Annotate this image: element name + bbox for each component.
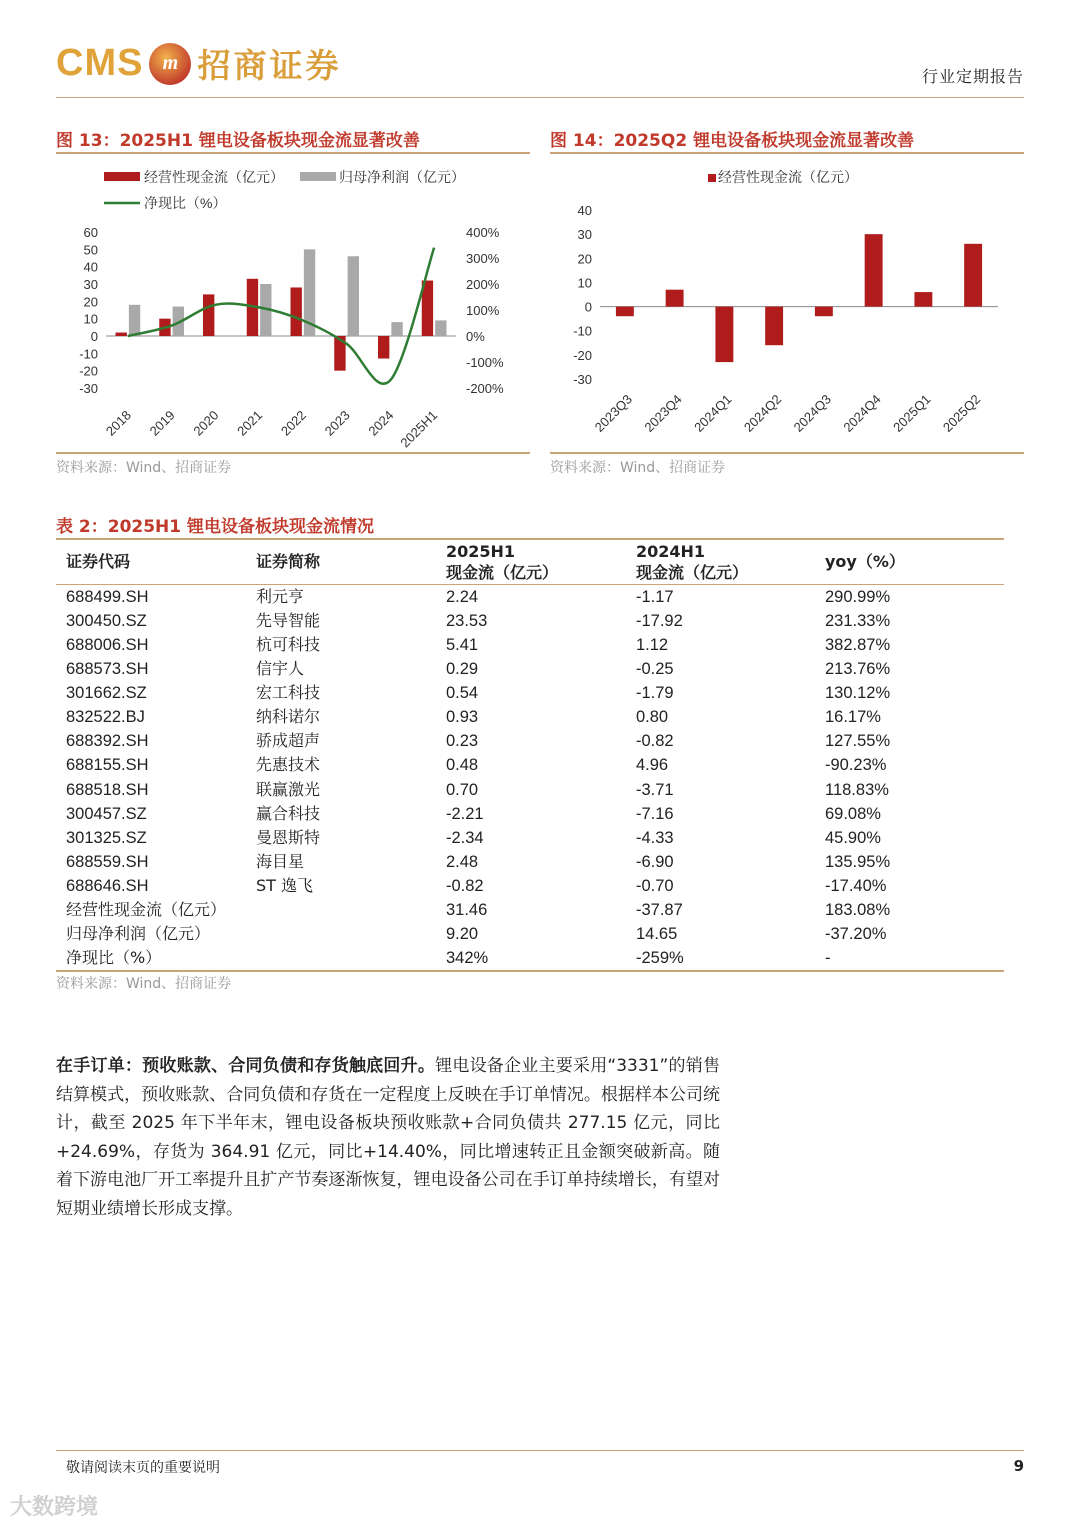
bar-net-profit bbox=[348, 256, 359, 336]
x-tick-label: 2025Q2 bbox=[939, 391, 984, 435]
table-row bbox=[56, 874, 1004, 898]
x-tick-label: 2024 bbox=[365, 407, 397, 439]
logo-latin: CMS bbox=[56, 42, 144, 84]
y-tick-left: -10 bbox=[79, 346, 98, 362]
legend-swatch-operating-cashflow bbox=[104, 172, 140, 181]
cell-2024h1: -1.79 bbox=[636, 683, 674, 702]
cell-code: 301325.SZ bbox=[66, 828, 147, 847]
figure13-source: 资料来源：Wind、招商证券 bbox=[56, 460, 232, 476]
bar-net-profit bbox=[435, 320, 446, 336]
y-tick-right: -200% bbox=[466, 381, 504, 396]
cell-2024h1: 4.96 bbox=[636, 756, 669, 775]
cell-2024h1: -4.33 bbox=[636, 828, 674, 847]
y-tick-right: 100% bbox=[466, 303, 500, 318]
cell-name: 纳科诺尔 bbox=[256, 707, 321, 727]
x-tick-label: 2021 bbox=[234, 407, 266, 439]
y-tick: 10 bbox=[577, 275, 592, 291]
page-footer bbox=[56, 1450, 1024, 1480]
y-tick-right: 200% bbox=[466, 277, 500, 292]
cell-2024h1: -259% bbox=[636, 949, 684, 968]
table-row bbox=[56, 681, 1004, 705]
logo-chinese: 招商证券 bbox=[197, 46, 342, 85]
y-tick-left: -30 bbox=[79, 381, 98, 396]
y-tick-right: 400% bbox=[466, 225, 500, 240]
cell-2025h1: 0.23 bbox=[446, 732, 479, 751]
x-tick-label: 2025H1 bbox=[397, 407, 441, 451]
summary-row bbox=[56, 946, 1004, 971]
legend-swatch-net-profit bbox=[300, 172, 336, 181]
cell-code: 688646.SH bbox=[66, 877, 149, 896]
cell-name: 先惠技术 bbox=[256, 755, 321, 775]
y-tick-left: 0 bbox=[90, 329, 98, 344]
y-tick: -30 bbox=[573, 372, 592, 387]
bar-net-profit bbox=[391, 322, 402, 336]
y-tick-left: 40 bbox=[83, 259, 98, 275]
logo-mark-icon: m bbox=[149, 43, 191, 85]
x-tick-label: 2024Q4 bbox=[840, 391, 884, 435]
cell-code: 832522.BJ bbox=[66, 708, 145, 727]
figure14-title: 图 14：2025Q2 锂电设备板块现金流显著改善 bbox=[550, 126, 1024, 154]
cell-name: 利元亨 bbox=[256, 586, 305, 606]
cell-name: 联赢激光 bbox=[256, 779, 321, 799]
cell-name: 海目星 bbox=[256, 851, 305, 871]
y-tick: 20 bbox=[577, 251, 592, 267]
legend-label-cash-ratio: 净现比（%） bbox=[144, 195, 227, 211]
x-tick-label: 2019 bbox=[146, 407, 178, 439]
cell-code: 688573.SH bbox=[66, 659, 149, 678]
cell-name: 先导智能 bbox=[256, 610, 321, 630]
cell-code: 300457.SZ bbox=[66, 804, 147, 823]
x-tick-label: 2020 bbox=[190, 407, 222, 439]
table2-title: 表 2：2025H1 锂电设备板块现金流情况 bbox=[56, 512, 1004, 540]
cell-2025h1: 5.41 bbox=[446, 635, 479, 654]
cell-yoy: - bbox=[825, 949, 831, 968]
table-row bbox=[56, 657, 1004, 681]
cell-yoy: 135.95% bbox=[825, 852, 891, 871]
cell-yoy: -90.23% bbox=[825, 756, 887, 775]
y-tick: 0 bbox=[584, 299, 592, 315]
cell-code: 688518.SH bbox=[66, 780, 149, 799]
cell-yoy: -37.20% bbox=[825, 925, 887, 944]
cell-yoy: 231.33% bbox=[825, 611, 891, 630]
cell-code: 688559.SH bbox=[66, 852, 149, 871]
cell-yoy: -17.40% bbox=[825, 877, 887, 896]
cell-yoy: 69.08% bbox=[825, 804, 881, 823]
table-row bbox=[56, 633, 1004, 657]
cell-code: 301662.SZ bbox=[66, 683, 147, 702]
table-row bbox=[56, 584, 1004, 609]
cell-2025h1: 342% bbox=[446, 949, 489, 968]
y-tick-right: -100% bbox=[466, 355, 504, 370]
cell-2025h1: 31.46 bbox=[446, 901, 488, 920]
table-row bbox=[56, 729, 1004, 753]
cell-2025h1: -2.21 bbox=[446, 804, 484, 823]
bar-operating-cashflow bbox=[765, 307, 783, 346]
cell-code: 688006.SH bbox=[66, 635, 149, 654]
cell-2024h1: -0.70 bbox=[636, 877, 674, 896]
cell-code: 688499.SH bbox=[66, 587, 149, 606]
cell-yoy: 382.87% bbox=[825, 635, 891, 654]
cell-name: 杭可科技 bbox=[256, 634, 321, 654]
x-tick-label: 2025Q1 bbox=[890, 391, 934, 435]
header-2024h1-unit: 现金流（亿元） bbox=[636, 562, 749, 582]
legend-label-operating-cashflow: 经营性现金流（亿元） bbox=[144, 169, 284, 185]
y-tick: 30 bbox=[577, 227, 592, 243]
cell-2025h1: 0.48 bbox=[446, 756, 479, 775]
cell-name: ST 逸飞 bbox=[256, 876, 314, 896]
x-tick-label: 2022 bbox=[277, 407, 309, 439]
figure14-chart bbox=[550, 154, 1024, 452]
y-tick-left: 10 bbox=[83, 311, 98, 327]
cell-name: 曼恩斯特 bbox=[256, 827, 321, 847]
report-type: 行业定期报告 bbox=[921, 67, 1024, 86]
table2-source: 资料来源：Wind、招商证券 bbox=[56, 976, 232, 992]
header-2025h1 bbox=[436, 540, 626, 584]
table-row bbox=[56, 802, 1004, 826]
cell-2024h1: 0.80 bbox=[636, 708, 669, 727]
cell-yoy: 130.12% bbox=[825, 683, 891, 702]
paragraph-text: 锂电设备企业主要采用“3331”的销售结算模式，预收账款、合同负债和存货在一定程度上反映在手订单情况。根据样本公司统计，截至 2025 年下半年末，锂电设备板块预收账款+合同负债共 277.15 亿元，同比+24.69%，存货为 364.91 亿元，同比+14.40%，同比增速转正且金额突破新高。随着下游电池厂开工率提升且扩产节奏逐渐恢复，锂电设备公司在手订单持续增长，有望对短期业绩增长形成支撑。 bbox=[56, 1056, 720, 1219]
cell-2025h1: 2.48 bbox=[446, 852, 479, 871]
y-tick-left: 50 bbox=[83, 242, 98, 258]
bar-operating-cashflow bbox=[203, 294, 214, 336]
cell-yoy: 290.99% bbox=[825, 587, 891, 606]
x-tick-label: 2023Q3 bbox=[591, 391, 635, 435]
cell-yoy: 183.08% bbox=[825, 901, 891, 920]
bar-operating-cashflow bbox=[116, 333, 127, 336]
cashflow-table bbox=[56, 540, 1004, 972]
table-row bbox=[56, 753, 1004, 777]
cell-yoy: 16.17% bbox=[825, 708, 881, 727]
table-header-row bbox=[56, 540, 1004, 584]
bar-operating-cashflow bbox=[815, 307, 833, 317]
cell-yoy: 127.55% bbox=[825, 732, 891, 751]
cell-2024h1: -6.90 bbox=[636, 852, 674, 871]
table-row bbox=[56, 609, 1004, 633]
x-tick-label: 2024Q1 bbox=[691, 391, 735, 435]
cell-2024h1: -0.25 bbox=[636, 659, 674, 678]
figure13-chart bbox=[56, 154, 530, 452]
cell-code: 300450.SZ bbox=[66, 611, 147, 630]
cell-name: 骄成超声 bbox=[256, 731, 321, 751]
cell-2025h1: 0.29 bbox=[446, 659, 479, 678]
cell-2025h1: 23.53 bbox=[446, 611, 488, 630]
table-row bbox=[56, 850, 1004, 874]
bar-operating-cashflow bbox=[291, 287, 302, 336]
y-tick: -20 bbox=[573, 347, 592, 363]
header-2025h1-unit: 现金流（亿元） bbox=[446, 562, 559, 582]
page-number: 9 bbox=[1013, 1457, 1024, 1475]
cell-name: 赢合科技 bbox=[256, 803, 321, 823]
cell-2024h1: -1.17 bbox=[636, 587, 674, 606]
table-row bbox=[56, 777, 1004, 801]
header-code: 证券代码 bbox=[56, 540, 246, 584]
legend-swatch-operating-cashflow bbox=[708, 174, 716, 182]
x-tick-label: 2023 bbox=[321, 407, 353, 439]
cell-2024h1: 1.12 bbox=[636, 635, 669, 654]
cell-2025h1: -0.82 bbox=[446, 877, 484, 896]
bar-net-profit bbox=[129, 305, 140, 336]
x-tick-label: 2024Q3 bbox=[790, 391, 834, 435]
watermark: 大数跨境 bbox=[10, 1495, 99, 1520]
cell-2024h1: -17.92 bbox=[636, 611, 683, 630]
bar-operating-cashflow bbox=[616, 307, 634, 317]
y-tick-right: 0% bbox=[466, 329, 485, 344]
cell-2025h1: 0.70 bbox=[446, 780, 479, 799]
cell-2025h1: 9.20 bbox=[446, 925, 479, 944]
cell-name: 宏工科技 bbox=[256, 682, 321, 702]
table-row bbox=[56, 826, 1004, 850]
y-tick-left: 20 bbox=[83, 294, 98, 310]
x-tick-label: 2024Q2 bbox=[740, 391, 785, 435]
paragraph-lead: 在手订单：预收账款、合同负债和存货触底回升。 bbox=[56, 1056, 436, 1076]
y-tick: -10 bbox=[573, 323, 592, 339]
cell-code: 688155.SH bbox=[66, 756, 149, 775]
x-tick-label: 2023Q4 bbox=[641, 391, 685, 435]
table-row bbox=[56, 705, 1004, 729]
figure14-source: 资料来源：Wind、招商证券 bbox=[550, 460, 726, 476]
cell-2024h1: -0.82 bbox=[636, 732, 674, 751]
cell-2025h1: 0.54 bbox=[446, 683, 479, 702]
cell-2024h1: -37.87 bbox=[636, 901, 683, 920]
cell-code: 688392.SH bbox=[66, 732, 149, 751]
cell-2024h1: -7.16 bbox=[636, 804, 674, 823]
cell-yoy: 118.83% bbox=[825, 780, 889, 799]
figure13-chart-box bbox=[56, 154, 530, 454]
summary-label: 净现比（%） bbox=[66, 948, 162, 968]
summary-label: 经营性现金流（亿元） bbox=[66, 900, 227, 920]
y-tick-left: 60 bbox=[83, 225, 98, 240]
figure14-chart-box bbox=[550, 154, 1024, 454]
y-tick-left: 30 bbox=[83, 277, 98, 292]
header-yoy: yoy（%） bbox=[815, 540, 1004, 584]
summary-label: 归母净利润（亿元） bbox=[66, 924, 211, 944]
bar-operating-cashflow bbox=[964, 244, 982, 307]
bar-operating-cashflow bbox=[378, 336, 389, 359]
cell-name: 信宇人 bbox=[256, 658, 305, 678]
cell-2025h1: -2.34 bbox=[446, 828, 484, 847]
x-tick-label: 2018 bbox=[102, 407, 134, 439]
page-header bbox=[56, 36, 1024, 98]
bar-operating-cashflow bbox=[914, 292, 932, 306]
footer-note: 敬请阅读末页的重要说明 bbox=[66, 1460, 220, 1476]
summary-row bbox=[56, 898, 1004, 922]
bar-operating-cashflow bbox=[865, 234, 883, 306]
cell-2024h1: -3.71 bbox=[636, 780, 674, 799]
y-tick-right: 300% bbox=[466, 251, 500, 266]
figure13-title: 图 13：2025H1 锂电设备板块现金流显著改善 bbox=[56, 126, 530, 154]
legend-label-net-profit: 归母净利润（亿元） bbox=[339, 169, 465, 185]
cell-yoy: 213.76% bbox=[825, 659, 891, 678]
bar-operating-cashflow bbox=[666, 290, 684, 307]
header-name: 证券简称 bbox=[246, 540, 436, 584]
header-2024h1 bbox=[626, 540, 815, 584]
body-paragraph bbox=[56, 1052, 720, 1223]
header-2024h1-period: 2024H1 bbox=[636, 541, 706, 561]
summary-row bbox=[56, 922, 1004, 946]
cell-2025h1: 0.93 bbox=[446, 708, 479, 727]
cell-2025h1: 2.24 bbox=[446, 587, 479, 606]
y-tick: 40 bbox=[577, 203, 592, 218]
header-2025h1-period: 2025H1 bbox=[446, 541, 516, 561]
cell-yoy: 45.90% bbox=[825, 828, 881, 847]
legend-label-operating-cashflow: 经营性现金流（亿元） bbox=[718, 169, 858, 185]
bar-operating-cashflow bbox=[715, 307, 733, 363]
cms-logo bbox=[56, 40, 341, 87]
cell-2024h1: 14.65 bbox=[636, 925, 678, 944]
y-tick-left: -20 bbox=[79, 363, 98, 379]
